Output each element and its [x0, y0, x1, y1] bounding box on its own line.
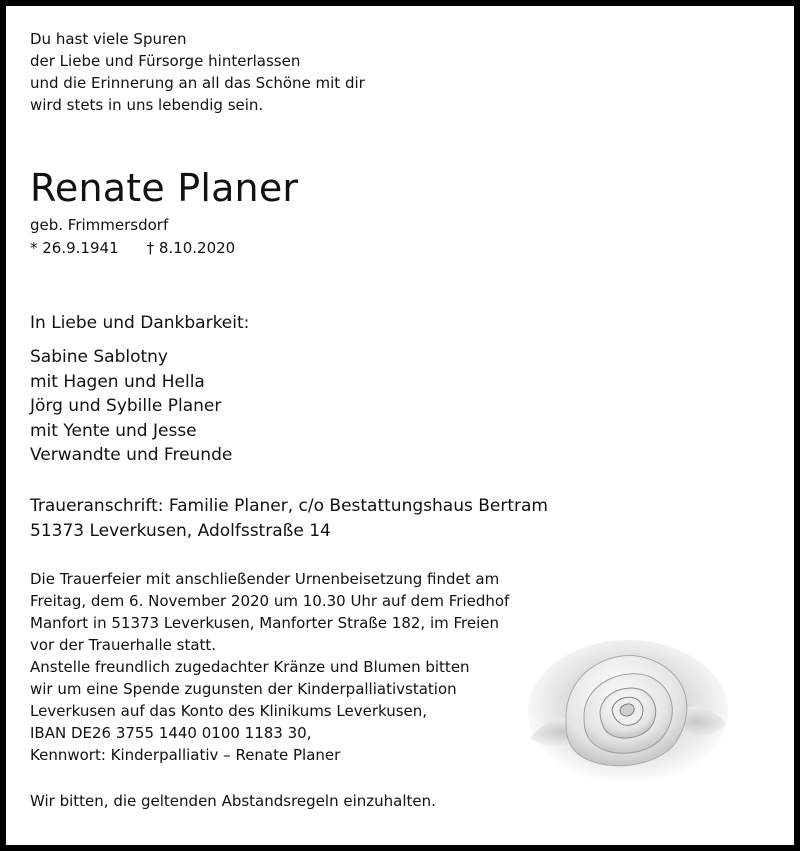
mourner: Verwandte und Freunde — [30, 445, 233, 465]
notice-line: Freitag, dem 6. November 2020 um 10.30 Uhr auf dem Friedhof — [30, 592, 510, 610]
birth-date: * 26.9.1941 — [30, 239, 119, 257]
notice-line: IBAN DE26 3755 1440 0100 1183 30, — [30, 724, 312, 742]
notice-line: vor der Trauerhalle statt. — [30, 636, 217, 654]
deceased-name: Renate Planer — [30, 166, 299, 210]
closing-note: Wir bitten, die geltenden Abstandsregeln einzuhalten. — [30, 792, 436, 810]
funeral-notice — [30, 568, 509, 766]
rose-icon — [526, 638, 730, 786]
mourner: mit Hagen und Hella — [30, 371, 205, 392]
poem-line: Du hast viele Spuren — [30, 30, 187, 48]
poem — [30, 28, 365, 116]
thanks-heading: In Liebe und Dankbarkeit: — [30, 313, 250, 333]
birth-info — [30, 214, 235, 260]
mourning-address — [30, 494, 548, 544]
notice-line: Anstelle freundlich zugedachter Kränze und Blumen bitten — [30, 658, 470, 676]
address-line: Traueranschrift: Familie Planer, c/o Bestattungshaus Bertram — [30, 496, 548, 516]
poem-line: wird stets in uns lebendig sein. — [30, 96, 264, 114]
notice-line: Die Trauerfeier mit anschließender Urnenbeisetzung findet am — [30, 570, 500, 588]
notice-line: wir um eine Spende zugunsten der Kinderpalliativstation — [30, 680, 457, 698]
poem-line: und die Erinnerung an all das Schöne mit dir — [30, 74, 365, 92]
life-dates — [30, 237, 235, 260]
mourner: Jörg und Sybille Planer — [30, 396, 222, 416]
notice-line: Leverkusen auf das Konto des Klinikums Leverkusen, — [30, 702, 428, 720]
mourner: Sabine Sablotny — [30, 347, 168, 367]
maiden-name: geb. Frimmersdorf — [30, 216, 169, 234]
poem-line: der Liebe und Fürsorge hinterlassen — [30, 52, 301, 70]
mourners-list — [30, 345, 232, 468]
mourner: mit Yente und Jesse — [30, 420, 197, 441]
address-line: 51373 Leverkusen, Adolfsstraße 14 — [30, 521, 331, 541]
notice-line: Manfort in 51373 Leverkusen, Manforter Straße 182, im Freien — [30, 614, 499, 632]
death-date: † 8.10.2020 — [146, 239, 236, 257]
notice-line: Kennwort: Kinderpalliativ – Renate Planer — [30, 746, 341, 764]
